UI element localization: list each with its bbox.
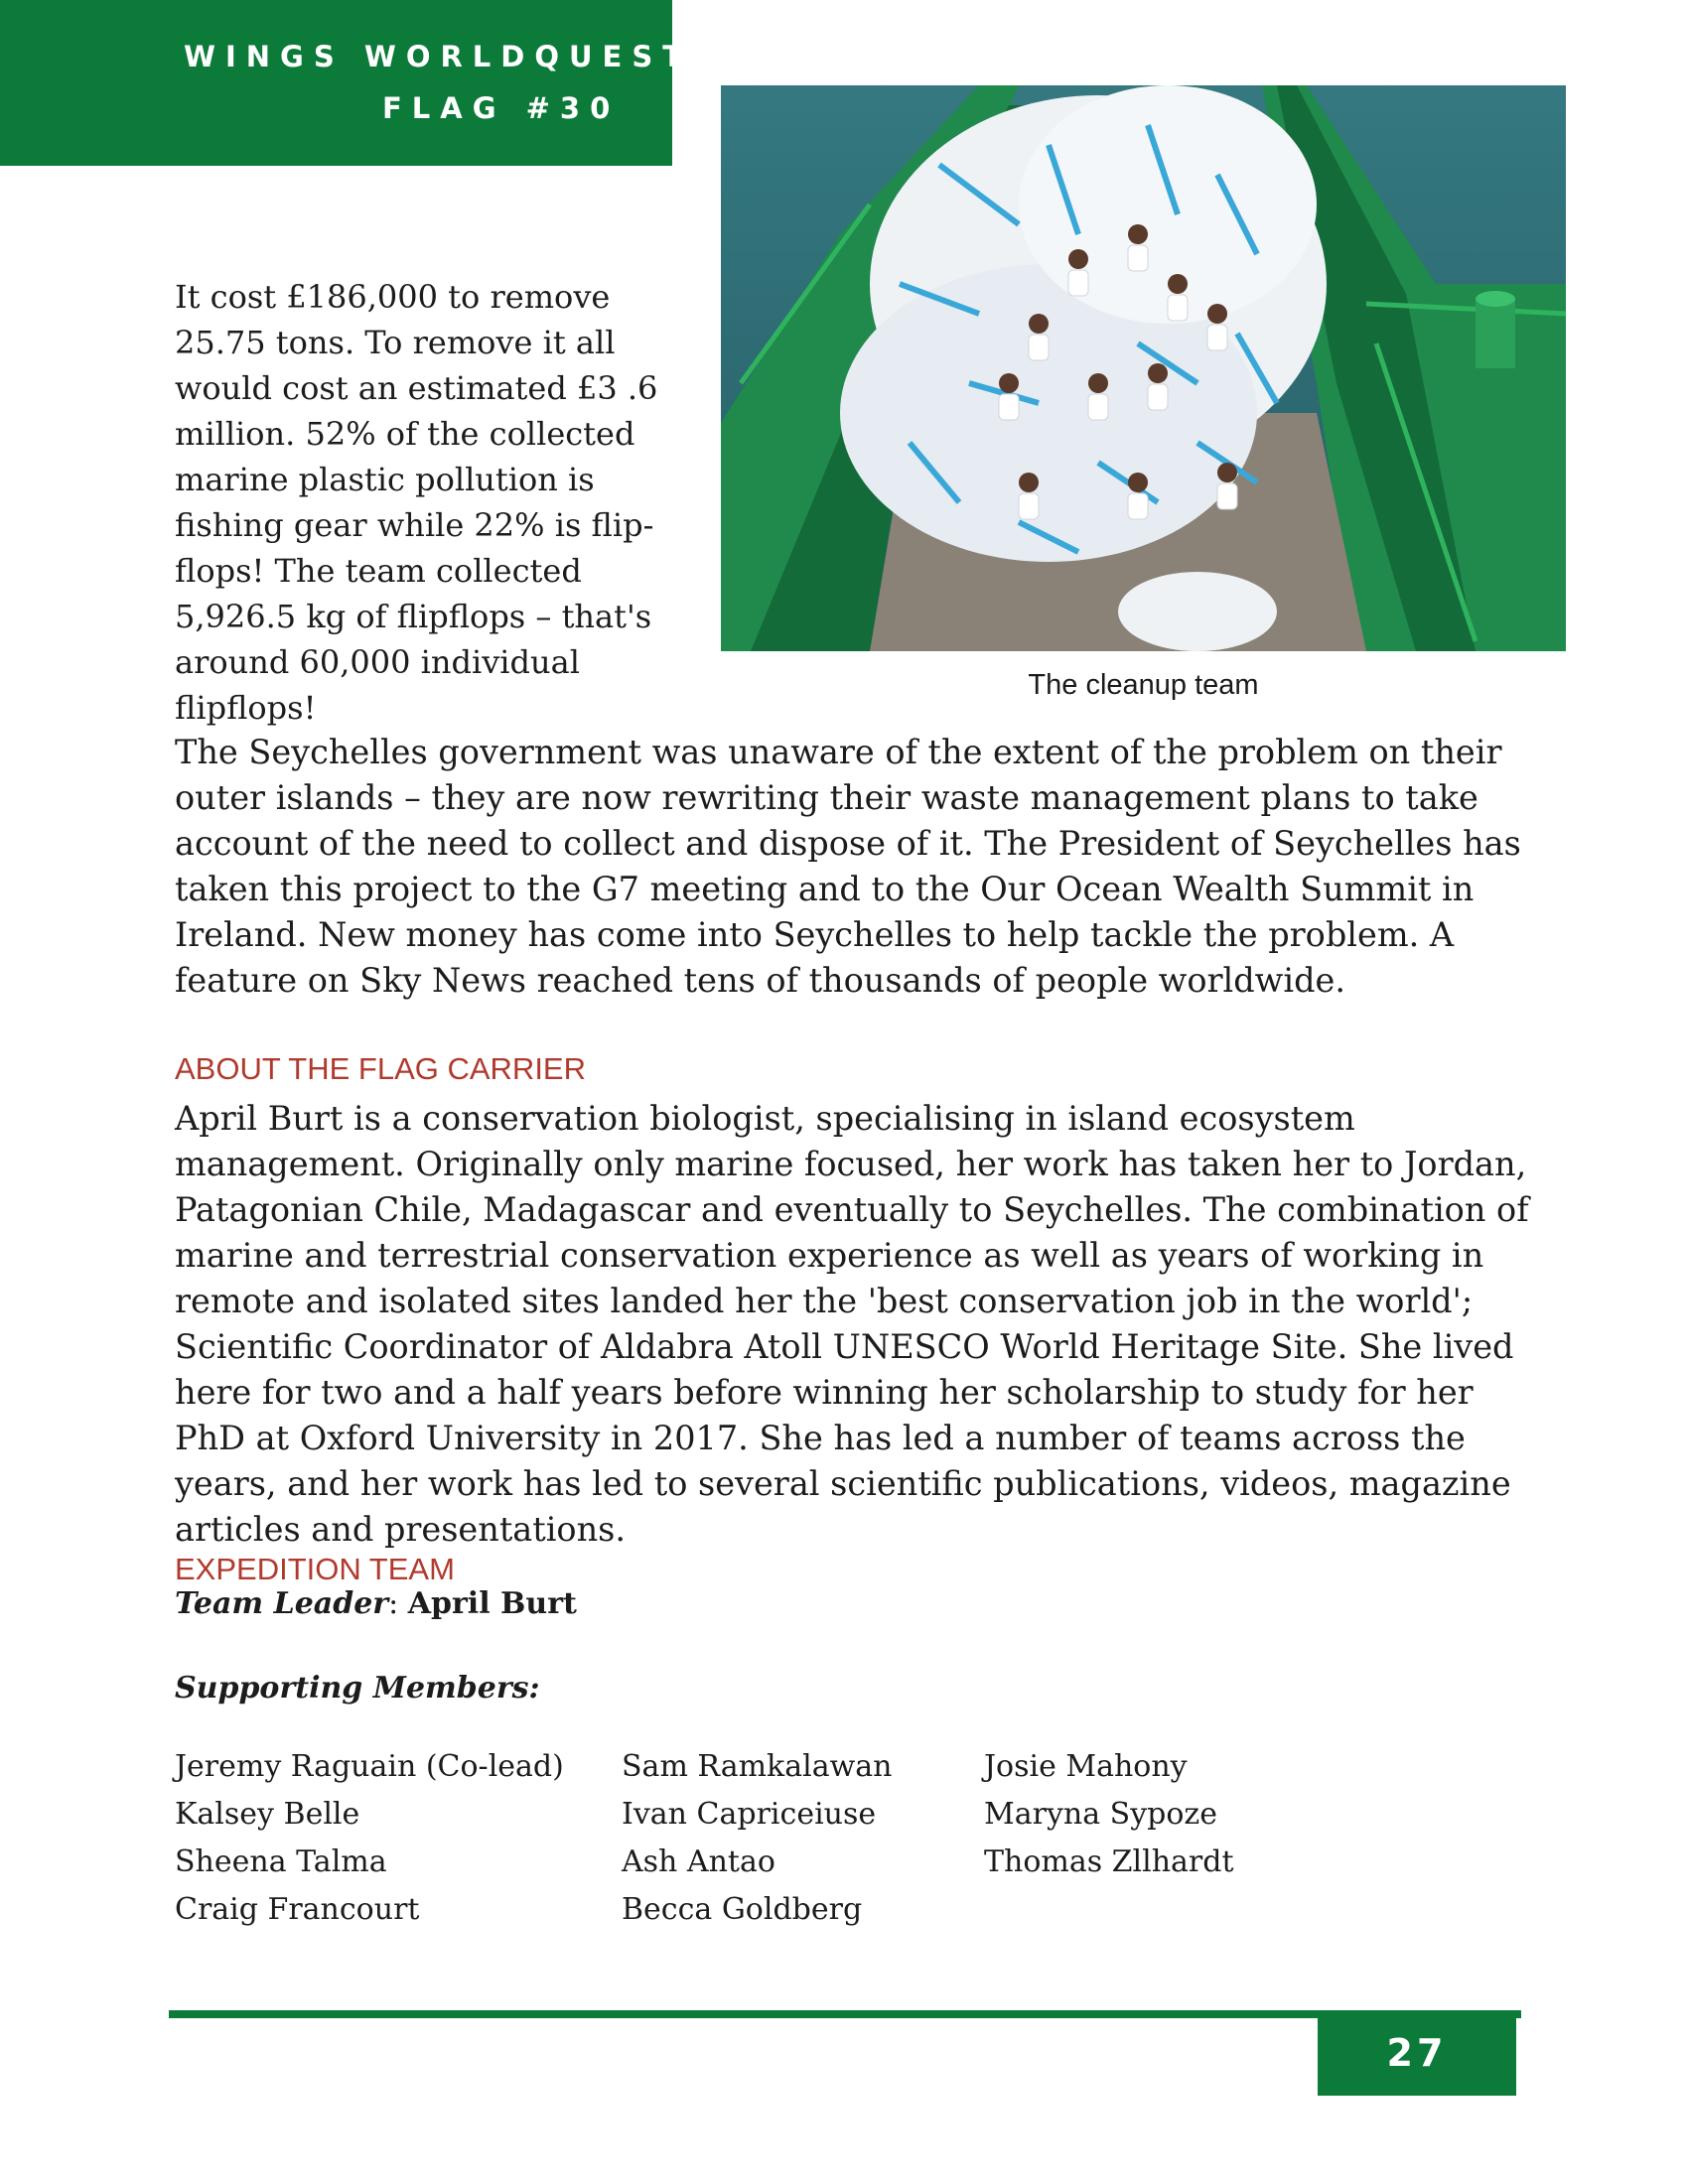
team-leader-name: April Burt bbox=[407, 1586, 577, 1621]
team-leader-label: Team Leader bbox=[175, 1586, 389, 1621]
header-banner bbox=[0, 0, 693, 166]
photo-caption: The cleanup team bbox=[1028, 669, 1259, 701]
page-number: 27 bbox=[1318, 2010, 1516, 2096]
member-name: Ivan Capriceiuse bbox=[622, 1797, 877, 1832]
members-column-2 bbox=[622, 1743, 892, 1934]
intro-text: It cost £186,000 to remove 25.75 tons. To remove it all would cost an estimated £3 .6 million. 52% of the collected marine plastic pollution is fishing gear while 22% is flip-flops! The team collected 5,926.5 kg of flipflops – that's around 60,000 individual flipflops! bbox=[175, 278, 658, 727]
member-name: Sheena Talma bbox=[175, 1844, 387, 1879]
member-name: Thomas Zllhardt bbox=[984, 1844, 1234, 1879]
paragraph-impact: The Seychelles government was unaware of the extent of the problem on their outer islands – they are now rewriting their waste management plans to take account of the need to collect and dispose of it. The President of Seychelles has taken this project to the G7 meeting and to the Our Ocean Wealth Summit in Ireland. New money has come into Seychelles to help tackle the problem. A feature on Sky News reached tens of thousands of people worldwide. bbox=[175, 733, 1521, 1000]
team-leader bbox=[175, 1586, 577, 1621]
member-name: Kalsey Belle bbox=[175, 1797, 360, 1832]
team-leader-separator: : bbox=[388, 1586, 399, 1621]
member-name: Craig Francourt bbox=[175, 1892, 420, 1927]
cleanup-team-photo bbox=[721, 85, 1566, 651]
about-heading: ABOUT THE FLAG CARRIER bbox=[175, 1051, 586, 1086]
member-name: Becca Goldberg bbox=[622, 1892, 863, 1927]
team-heading: EXPEDITION TEAM bbox=[175, 1552, 455, 1586]
member-name: Ash Antao bbox=[622, 1844, 775, 1879]
header-title: WINGS WORLDQUEST bbox=[184, 40, 693, 73]
member-name: Maryna Sypoze bbox=[984, 1797, 1217, 1832]
member-name: Sam Ramkalawan bbox=[622, 1749, 893, 1784]
about-text: April Burt is a conservation biologist, specialising in island ecosystem management. Originally only marine focused, her work has taken her to Jordan, Patagonian Chile, Madagascar and eventually to Seychelles. The combination of marine and terrestrial conservation experience as well as years of working in remote and isolated sites landed her the 'best conservation job in the world'; Scientific Coordinator of Aldabra Atoll UNESCO World Heritage Site. She lived here for two and a half years before winning her scholarship to study for her PhD at Oxford University in 2017. She has led a number of teams across the years, and her work has led to several scientific publications, videos, magazine articles and presentations. bbox=[175, 1099, 1529, 1549]
members-column-3 bbox=[984, 1743, 1234, 1886]
member-name: Josie Mahony bbox=[984, 1749, 1188, 1784]
members-column-1 bbox=[175, 1743, 564, 1934]
supporting-members-label: Supporting Members: bbox=[175, 1671, 540, 1706]
header-flag-number: FLAG #30 bbox=[382, 91, 621, 125]
photo-illustration bbox=[721, 85, 1566, 651]
member-name: Jeremy Raguain (Co-lead) bbox=[175, 1749, 564, 1784]
